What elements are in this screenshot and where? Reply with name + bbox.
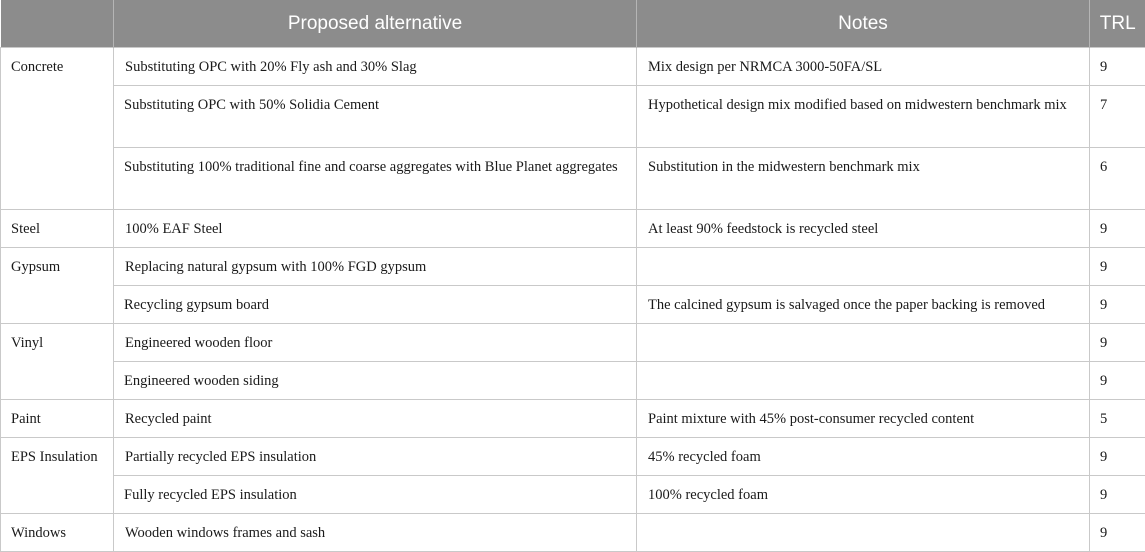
material-cell: Paint [1, 400, 114, 438]
alternative-cell: Recycling gypsum board [114, 286, 637, 324]
trl-cell: 9 [1090, 48, 1145, 86]
material-cell: Windows [1, 514, 114, 552]
trl-cell: 6 [1090, 148, 1145, 210]
notes-cell: 100% recycled foam [637, 476, 1090, 514]
trl-cell: 9 [1090, 324, 1145, 362]
table-row [1, 210, 1145, 248]
notes-cell [637, 324, 1090, 362]
notes-cell: Substitution in the midwestern benchmark mix [637, 148, 1090, 210]
table-row [1, 248, 1145, 286]
notes-cell [637, 362, 1090, 400]
alternative-cell: Engineered wooden siding [114, 362, 637, 400]
header-row [1, 0, 1145, 48]
alternative-cell: Substituting OPC with 50% Solidia Cement [114, 86, 637, 148]
alternative-cell: Replacing natural gypsum with 100% FGD gypsum [114, 248, 637, 286]
notes-cell: Paint mixture with 45% post-consumer recycled content [637, 400, 1090, 438]
table-row [1, 324, 1145, 362]
trl-cell: 9 [1090, 248, 1145, 286]
alternative-cell: Substituting OPC with 20% Fly ash and 30% Slag [114, 48, 637, 86]
notes-cell: Hypothetical design mix modified based on midwestern benchmark mix [637, 86, 1090, 148]
table-row [1, 400, 1145, 438]
table-row [1, 362, 1145, 400]
alternative-cell: Wooden windows frames and sash [114, 514, 637, 552]
material-cell: Steel [1, 210, 114, 248]
table-row [1, 286, 1145, 324]
trl-cell: 9 [1090, 476, 1145, 514]
material-cell: EPS Insulation [1, 438, 114, 514]
alternative-cell: Recycled paint [114, 400, 637, 438]
header-trl: TRL [1090, 0, 1145, 48]
table-row [1, 476, 1145, 514]
trl-cell: 7 [1090, 86, 1145, 148]
trl-cell: 9 [1090, 438, 1145, 476]
notes-cell: Mix design per NRMCA 3000-50FA/SL [637, 48, 1090, 86]
table-row [1, 86, 1145, 148]
trl-cell: 9 [1090, 210, 1145, 248]
notes-cell: At least 90% feedstock is recycled steel [637, 210, 1090, 248]
material-cell: Concrete [1, 48, 114, 210]
notes-cell [637, 514, 1090, 552]
trl-cell: 9 [1090, 286, 1145, 324]
header-proposed-alternative: Proposed alternative [114, 0, 637, 48]
alternative-cell: 100% EAF Steel [114, 210, 637, 248]
table-row [1, 514, 1145, 552]
notes-cell: 45% recycled foam [637, 438, 1090, 476]
table-row [1, 148, 1145, 210]
trl-cell: 9 [1090, 362, 1145, 400]
material-cell: Gypsum [1, 248, 114, 324]
alternative-cell: Substituting 100% traditional fine and coarse aggregates with Blue Planet aggregates [114, 148, 637, 210]
trl-cell: 5 [1090, 400, 1145, 438]
alternative-cell: Fully recycled EPS insulation [114, 476, 637, 514]
alternative-cell: Partially recycled EPS insulation [114, 438, 637, 476]
header-material [1, 0, 114, 48]
table-row [1, 438, 1145, 476]
material-cell: Vinyl [1, 324, 114, 400]
alternative-cell: Engineered wooden floor [114, 324, 637, 362]
trl-cell: 9 [1090, 514, 1145, 552]
header-notes: Notes [637, 0, 1090, 48]
notes-cell [637, 248, 1090, 286]
notes-cell: The calcined gypsum is salvaged once the paper backing is removed [637, 286, 1090, 324]
table-row [1, 48, 1145, 86]
